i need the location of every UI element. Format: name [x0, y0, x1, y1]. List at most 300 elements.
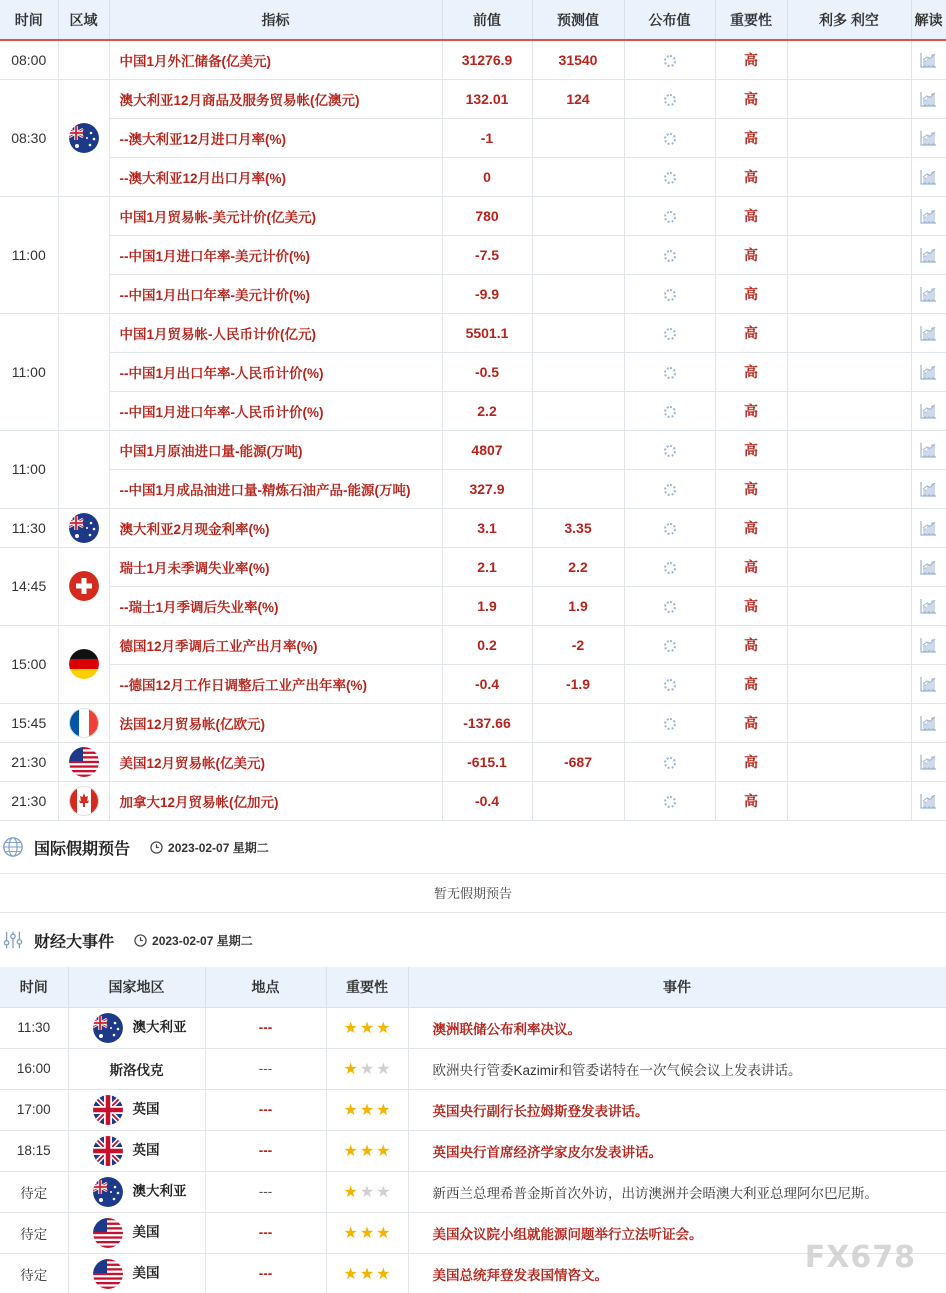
actual-value-cell — [624, 157, 715, 196]
star-icon: ★ — [376, 1019, 391, 1037]
calendar-row — [0, 625, 946, 664]
event-row — [0, 1048, 946, 1089]
events-section-date: 2023-02-07 星期二 — [152, 933, 253, 948]
region-cell — [58, 547, 109, 625]
bull-bear-cell — [787, 781, 911, 820]
calendar-row — [0, 196, 946, 235]
globe-icon — [2, 836, 24, 858]
indicator-name[interactable]: 澳大利亚2月现金利率(%) — [109, 508, 442, 547]
analysis-cell[interactable] — [911, 79, 946, 118]
region-cell — [58, 40, 109, 79]
previous-value: 1.9 — [442, 586, 532, 625]
event-time: 15:00 — [0, 625, 58, 703]
previous-value: 327.9 — [442, 469, 532, 508]
analysis-cell[interactable] — [911, 586, 946, 625]
event-time: 08:00 — [0, 40, 58, 79]
event-place: --- — [205, 1171, 326, 1212]
previous-value: 0 — [442, 157, 532, 196]
actual-value-cell — [624, 352, 715, 391]
bull-bear-cell — [787, 547, 911, 586]
loading-spinner-icon — [664, 523, 676, 535]
loading-spinner-icon — [664, 55, 676, 67]
bull-bear-cell — [787, 352, 911, 391]
analysis-cell[interactable] — [911, 664, 946, 703]
bar-chart-icon[interactable] — [920, 364, 937, 380]
country-name: 澳大利亚 — [132, 1019, 187, 1035]
loading-spinner-icon — [664, 640, 676, 652]
actual-value-cell — [624, 235, 715, 274]
usa-flag-icon — [69, 747, 99, 777]
uk-flag-icon — [93, 1136, 123, 1166]
sliders-icon — [2, 929, 24, 951]
analysis-cell[interactable] — [911, 430, 946, 469]
events-section-title: 财经大事件 — [34, 933, 115, 951]
actual-value-cell — [624, 781, 715, 820]
bull-bear-cell — [787, 391, 911, 430]
actual-value-cell — [624, 196, 715, 235]
actual-value-cell — [624, 274, 715, 313]
indicator-name[interactable]: 加拿大12月贸易帐(亿加元) — [109, 781, 442, 820]
event-time: 待定 — [0, 1171, 68, 1212]
bar-chart-icon[interactable] — [920, 130, 937, 146]
importance-level: 高 — [715, 742, 787, 781]
analysis-cell[interactable] — [911, 274, 946, 313]
importance-level: 高 — [715, 430, 787, 469]
importance-level: 高 — [715, 40, 787, 79]
event-row — [0, 1089, 946, 1130]
bull-bear-cell — [787, 118, 911, 157]
bull-bear-cell — [787, 742, 911, 781]
indicator-name[interactable]: --中国1月出口年率-美元计价(%) — [109, 274, 442, 313]
event-row — [0, 1171, 946, 1212]
event-description[interactable]: 美国总统拜登发表国情咨文。 — [408, 1253, 946, 1293]
importance-level: 高 — [715, 625, 787, 664]
australia-flag-icon — [93, 1013, 123, 1043]
bar-chart-icon[interactable] — [920, 676, 937, 692]
importance-stars — [326, 1007, 408, 1048]
calendar-row — [0, 508, 946, 547]
event-description[interactable]: 欧洲央行管委Kazimir和管委诺特在一次气候会议上发表讲话。 — [408, 1048, 946, 1089]
forecast-value — [532, 313, 624, 352]
loading-spinner-icon — [664, 133, 676, 145]
star-icon: ★ — [343, 1224, 358, 1242]
previous-value: -137.66 — [442, 703, 532, 742]
bar-chart-icon[interactable] — [920, 52, 937, 68]
indicator-name[interactable]: 澳大利亚12月商品及服务贸易帐(亿澳元) — [109, 79, 442, 118]
previous-value: 132.01 — [442, 79, 532, 118]
ev-col-header-place: 地点 — [205, 967, 326, 1007]
indicator-name[interactable]: 中国1月外汇储备(亿美元) — [109, 40, 442, 79]
indicator-name[interactable]: 中国1月贸易帐-美元计价(亿美元) — [109, 196, 442, 235]
region-cell — [58, 781, 109, 820]
calendar-row — [0, 352, 946, 391]
previous-value: -7.5 — [442, 235, 532, 274]
bar-chart-icon[interactable] — [920, 559, 937, 575]
indicator-name[interactable]: --中国1月成品油进口量-精炼石油产品-能源(万吨) — [109, 469, 442, 508]
bar-chart-icon[interactable] — [920, 715, 937, 731]
holiday-section-date: 2023-02-07 星期二 — [168, 840, 269, 855]
star-icon: ★ — [376, 1142, 391, 1160]
star-icon: ★ — [343, 1183, 358, 1201]
analysis-cell[interactable] — [911, 547, 946, 586]
analysis-cell[interactable] — [911, 196, 946, 235]
col-header-indicator: 指标 — [109, 0, 442, 40]
calendar-row — [0, 157, 946, 196]
bull-bear-cell — [787, 157, 911, 196]
star-icon: ★ — [359, 1265, 375, 1283]
loading-spinner-icon — [664, 562, 676, 574]
event-time: 21:30 — [0, 781, 58, 820]
loading-spinner-icon — [664, 445, 676, 457]
bar-chart-icon[interactable] — [920, 247, 937, 263]
event-place: --- — [205, 1089, 326, 1130]
calendar-row — [0, 664, 946, 703]
switzerland-flag-icon — [69, 571, 99, 601]
ev-col-header-importance: 重要性 — [326, 967, 408, 1007]
star-icon: ★ — [376, 1101, 391, 1119]
indicator-name[interactable]: --澳大利亚12月进口月率(%) — [109, 118, 442, 157]
col-header-bull-bear: 利多 利空 — [787, 0, 911, 40]
country-name: 英国 — [132, 1101, 160, 1117]
event-place: --- — [205, 1130, 326, 1171]
actual-value-cell — [624, 703, 715, 742]
watermark-logo: FX678 — [804, 1240, 916, 1275]
usa-flag-icon — [93, 1218, 123, 1248]
region-cell — [58, 625, 109, 703]
col-header-region: 区域 — [58, 0, 109, 40]
bar-chart-icon[interactable] — [920, 325, 937, 341]
star-icon: ★ — [343, 1142, 358, 1160]
forecast-value — [532, 274, 624, 313]
forecast-value: 3.35 — [532, 508, 624, 547]
event-place: --- — [205, 1007, 326, 1048]
col-header-time: 时间 — [0, 0, 58, 40]
region-cell — [58, 742, 109, 781]
event-time: 21:30 — [0, 742, 58, 781]
star-icon: ★ — [376, 1224, 391, 1242]
calendar-row — [0, 742, 946, 781]
event-place: --- — [205, 1212, 326, 1253]
event-place: --- — [205, 1253, 326, 1293]
bull-bear-cell — [787, 79, 911, 118]
australia-flag-icon — [69, 513, 99, 543]
region-cell — [58, 508, 109, 547]
importance-level: 高 — [715, 118, 787, 157]
calendar-row — [0, 781, 946, 820]
indicator-name[interactable]: --瑞士1月季调后失业率(%) — [109, 586, 442, 625]
indicator-name[interactable]: 法国12月贸易帐(亿欧元) — [109, 703, 442, 742]
bull-bear-cell — [787, 664, 911, 703]
australia-flag-icon — [69, 123, 99, 153]
forecast-value — [532, 781, 624, 820]
forecast-value: -687 — [532, 742, 624, 781]
event-time: 15:45 — [0, 703, 58, 742]
importance-stars — [326, 1212, 408, 1253]
loading-spinner-icon — [664, 757, 676, 769]
bar-chart-icon[interactable] — [920, 403, 937, 419]
bull-bear-cell — [787, 40, 911, 79]
germany-flag-icon — [69, 649, 99, 679]
loading-spinner-icon — [664, 328, 676, 340]
importance-stars — [326, 1171, 408, 1212]
importance-stars — [326, 1048, 408, 1089]
country-name: 澳大利亚 — [132, 1183, 187, 1199]
calendar-row — [0, 79, 946, 118]
forecast-value — [532, 430, 624, 469]
event-row — [0, 1007, 946, 1048]
previous-value: -1 — [442, 118, 532, 157]
country-cell — [68, 1089, 205, 1130]
forecast-value: 1.9 — [532, 586, 624, 625]
calendar-row — [0, 274, 946, 313]
analysis-cell[interactable] — [911, 313, 946, 352]
event-time: 16:00 — [0, 1048, 68, 1089]
analysis-cell[interactable] — [911, 157, 946, 196]
bull-bear-cell — [787, 703, 911, 742]
forecast-value: 31540 — [532, 40, 624, 79]
country-name: 斯洛伐克 — [109, 1062, 164, 1078]
importance-level: 高 — [715, 469, 787, 508]
actual-value-cell — [624, 430, 715, 469]
previous-value: 4807 — [442, 430, 532, 469]
forecast-value — [532, 703, 624, 742]
event-description[interactable]: 英国央行副行长拉姆斯登发表讲话。 — [408, 1089, 946, 1130]
analysis-cell[interactable] — [911, 508, 946, 547]
importance-level: 高 — [715, 391, 787, 430]
loading-spinner-icon — [664, 94, 676, 106]
star-icon: ★ — [376, 1265, 391, 1283]
indicator-name[interactable]: --中国1月进口年率-美元计价(%) — [109, 235, 442, 274]
analysis-cell[interactable] — [911, 742, 946, 781]
star-icon: ★ — [343, 1101, 358, 1119]
country-cell — [68, 1130, 205, 1171]
calendar-row — [0, 391, 946, 430]
loading-spinner-icon — [664, 211, 676, 223]
actual-value-cell — [624, 586, 715, 625]
bar-chart-icon[interactable] — [920, 754, 937, 770]
importance-level: 高 — [715, 508, 787, 547]
country-cell — [68, 1253, 205, 1293]
star-icon: ★ — [343, 1019, 358, 1037]
indicator-name[interactable]: 中国1月贸易帐-人民币计价(亿元) — [109, 313, 442, 352]
analysis-cell[interactable] — [911, 625, 946, 664]
analysis-cell[interactable] — [911, 235, 946, 274]
analysis-cell[interactable] — [911, 781, 946, 820]
previous-value: -9.9 — [442, 274, 532, 313]
loading-spinner-icon — [664, 406, 676, 418]
importance-level: 高 — [715, 274, 787, 313]
calendar-header-row — [0, 0, 946, 40]
country-cell — [68, 1048, 205, 1089]
forecast-value — [532, 469, 624, 508]
loading-spinner-icon — [664, 172, 676, 184]
event-description[interactable]: 美国众议院小组就能源问题举行立法听证会。 — [408, 1212, 946, 1253]
event-place: --- — [205, 1048, 326, 1089]
loading-spinner-icon — [664, 484, 676, 496]
australia-flag-icon — [93, 1177, 123, 1207]
region-cell — [58, 430, 109, 508]
analysis-cell[interactable] — [911, 352, 946, 391]
forecast-value — [532, 391, 624, 430]
analysis-cell[interactable] — [911, 391, 946, 430]
indicator-name[interactable]: --中国1月进口年率-人民币计价(%) — [109, 391, 442, 430]
event-time: 待定 — [0, 1212, 68, 1253]
analysis-cell[interactable] — [911, 703, 946, 742]
usa-flag-icon — [93, 1259, 123, 1289]
col-header-actual: 公布值 — [624, 0, 715, 40]
bar-chart-icon[interactable] — [920, 481, 937, 497]
bar-chart-icon[interactable] — [920, 169, 937, 185]
bull-bear-cell — [787, 313, 911, 352]
clock-icon — [150, 841, 163, 854]
star-icon: ★ — [359, 1142, 375, 1160]
calendar-row — [0, 547, 946, 586]
event-time: 18:15 — [0, 1130, 68, 1171]
bar-chart-icon[interactable] — [920, 286, 937, 302]
actual-value-cell — [624, 40, 715, 79]
forecast-value — [532, 118, 624, 157]
indicator-name[interactable]: 瑞士1月未季调失业率(%) — [109, 547, 442, 586]
star-icon: ★ — [343, 1060, 358, 1078]
importance-stars — [326, 1253, 408, 1293]
loading-spinner-icon — [664, 601, 676, 613]
importance-level: 高 — [715, 352, 787, 391]
region-cell — [58, 196, 109, 313]
region-cell — [58, 313, 109, 430]
star-icon: ★ — [359, 1101, 375, 1119]
holiday-section-title: 国际假期预告 — [34, 840, 131, 858]
no-holiday-message: 暂无假期预告 — [0, 873, 946, 913]
loading-spinner-icon — [664, 796, 676, 808]
previous-value: 780 — [442, 196, 532, 235]
ev-col-header-time: 时间 — [0, 967, 68, 1007]
forecast-value — [532, 235, 624, 274]
clock-icon — [134, 934, 147, 947]
actual-value-cell — [624, 313, 715, 352]
ev-col-header-country: 国家地区 — [68, 967, 205, 1007]
event-time: 待定 — [0, 1253, 68, 1293]
events-section-header — [0, 920, 946, 960]
indicator-name[interactable]: 德国12月季调后工业产出月率(%) — [109, 625, 442, 664]
event-description[interactable]: 新西兰总理希普金斯首次外访，出访澳洲并会晤澳大利亚总理阿尔巴尼斯。 — [408, 1171, 946, 1212]
star-icon: ★ — [359, 1019, 375, 1037]
france-flag-icon — [69, 708, 99, 738]
bull-bear-cell — [787, 586, 911, 625]
calendar-row — [0, 235, 946, 274]
region-cell — [58, 79, 109, 196]
event-time: 17:00 — [0, 1089, 68, 1130]
calendar-row — [0, 703, 946, 742]
calendar-row — [0, 469, 946, 508]
indicator-name[interactable]: --澳大利亚12月出口月率(%) — [109, 157, 442, 196]
forecast-value: 2.2 — [532, 547, 624, 586]
previous-value: 0.2 — [442, 625, 532, 664]
actual-value-cell — [624, 79, 715, 118]
previous-value: 3.1 — [442, 508, 532, 547]
forecast-value: -1.9 — [532, 664, 624, 703]
country-name: 英国 — [132, 1142, 160, 1158]
previous-value: -615.1 — [442, 742, 532, 781]
actual-value-cell — [624, 391, 715, 430]
star-icon: ★ — [359, 1183, 375, 1201]
previous-value: 31276.9 — [442, 40, 532, 79]
calendar-row — [0, 313, 946, 352]
loading-spinner-icon — [664, 250, 676, 262]
bar-chart-icon[interactable] — [920, 637, 937, 653]
star-icon: ★ — [359, 1060, 375, 1078]
ev-col-header-event: 事件 — [408, 967, 946, 1007]
col-header-importance: 重要性 — [715, 0, 787, 40]
event-time: 08:30 — [0, 79, 58, 196]
uk-flag-icon — [93, 1095, 123, 1125]
bar-chart-icon[interactable] — [920, 91, 937, 107]
indicator-name[interactable]: --德国12月工作日调整后工业产出年率(%) — [109, 664, 442, 703]
calendar-row — [0, 430, 946, 469]
calendar-row — [0, 118, 946, 157]
loading-spinner-icon — [664, 289, 676, 301]
bar-chart-icon[interactable] — [920, 793, 937, 809]
event-time: 11:30 — [0, 508, 58, 547]
previous-value: -0.4 — [442, 781, 532, 820]
events-header-row — [0, 967, 946, 1007]
star-icon: ★ — [359, 1224, 375, 1242]
indicator-name[interactable]: 中国1月原油进口量-能源(万吨) — [109, 430, 442, 469]
previous-value: -0.4 — [442, 664, 532, 703]
bull-bear-cell — [787, 235, 911, 274]
event-description[interactable]: 澳洲联储公布利率决议。 — [408, 1007, 946, 1048]
bar-chart-icon[interactable] — [920, 598, 937, 614]
region-cell — [58, 703, 109, 742]
indicator-name[interactable]: 美国12月贸易帐(亿美元) — [109, 742, 442, 781]
actual-value-cell — [624, 742, 715, 781]
analysis-cell[interactable] — [911, 469, 946, 508]
event-time: 11:00 — [0, 196, 58, 313]
bull-bear-cell — [787, 196, 911, 235]
previous-value: 5501.1 — [442, 313, 532, 352]
actual-value-cell — [624, 547, 715, 586]
country-name: 美国 — [132, 1265, 160, 1281]
previous-value: -0.5 — [442, 352, 532, 391]
importance-stars — [326, 1089, 408, 1130]
country-cell — [68, 1007, 205, 1048]
actual-value-cell — [624, 469, 715, 508]
canada-flag-icon — [69, 786, 99, 816]
importance-level: 高 — [715, 157, 787, 196]
actual-value-cell — [624, 118, 715, 157]
event-description[interactable]: 英国央行首席经济学家皮尔发表讲话。 — [408, 1130, 946, 1171]
forecast-value — [532, 196, 624, 235]
importance-level: 高 — [715, 79, 787, 118]
star-icon: ★ — [376, 1183, 391, 1201]
calendar-row — [0, 586, 946, 625]
bar-chart-icon[interactable] — [920, 208, 937, 224]
forecast-value: 124 — [532, 79, 624, 118]
event-time: 11:00 — [0, 430, 58, 508]
importance-level: 高 — [715, 313, 787, 352]
importance-level: 高 — [715, 781, 787, 820]
indicator-name[interactable]: --中国1月出口年率-人民币计价(%) — [109, 352, 442, 391]
col-header-forecast: 预测值 — [532, 0, 624, 40]
forecast-value — [532, 157, 624, 196]
loading-spinner-icon — [664, 367, 676, 379]
analysis-cell[interactable] — [911, 40, 946, 79]
actual-value-cell — [624, 625, 715, 664]
bar-chart-icon[interactable] — [920, 442, 937, 458]
bull-bear-cell — [787, 469, 911, 508]
importance-level: 高 — [715, 196, 787, 235]
analysis-cell[interactable] — [911, 118, 946, 157]
bar-chart-icon[interactable] — [920, 520, 937, 536]
